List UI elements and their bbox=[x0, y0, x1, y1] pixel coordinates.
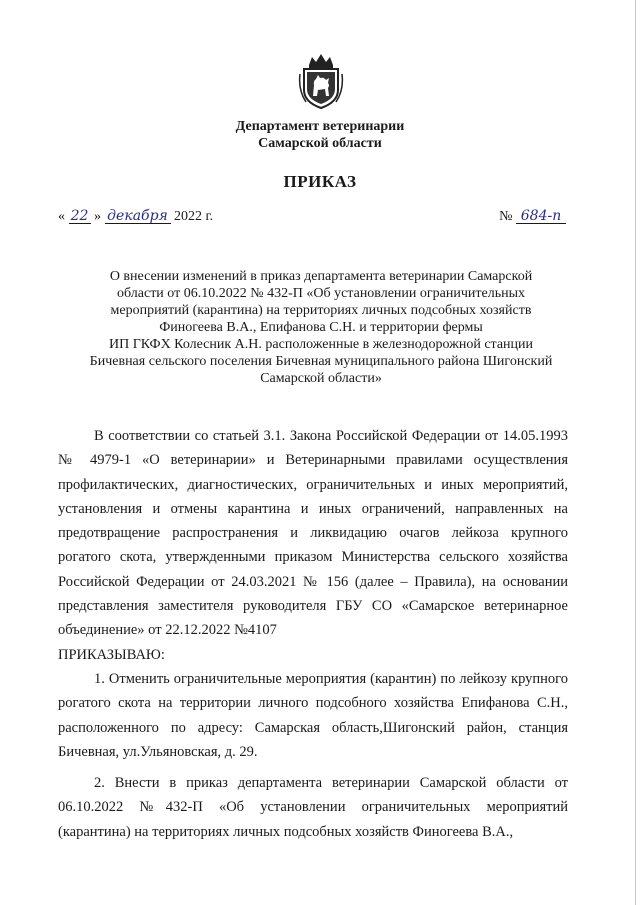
date-open-quote: « bbox=[58, 209, 65, 224]
subject-line: ИП ГКФХ Колесник А.Н. расположенные в железнодорожной станции bbox=[108, 337, 534, 352]
body-item-2: 2. Внести в приказ департамента ветеринарии Самарской области от 06.10.2022 №432-П «Об установлении ограничительных мероприятий (карантина) на территориях личных подсобных хозяйств Финогеева В.А., bbox=[58, 775, 568, 840]
order-body bbox=[58, 424, 568, 844]
date-year: 2022 г. bbox=[174, 209, 214, 224]
subject-line: Бичевная сельского поселения Бичевная муниципального района Шигонский bbox=[89, 354, 553, 369]
department-line-1: Департамент ветеринарии bbox=[235, 119, 405, 134]
body-item-1: 1. Отменить ограничительные мероприятия (карантин) по лейкозу крупного рогатого скота на территории личного подсобного хозяйства Епифанова С.Н., расположенного по адресу: Самарская область,Шигонский район, станция Бичевная, ул.Ульяновская, д. 29. bbox=[58, 670, 568, 760]
order-title: ПРИКАЗ bbox=[283, 172, 357, 191]
subject-line: области от 06.10.2022 № 432-П «Об установлении ограничительных bbox=[117, 286, 525, 301]
order-date bbox=[58, 209, 213, 225]
subject-line: мероприятий (карантина) на территориях личных подсобных хозяйств bbox=[110, 303, 532, 318]
order-number bbox=[499, 209, 566, 225]
subject-line: О внесении изменений в приказ департамента ветеринарии Самарской bbox=[109, 269, 533, 284]
body-order-word: ПРИКАЗЫВАЮ: bbox=[58, 646, 165, 663]
date-month: декабря bbox=[105, 209, 171, 224]
subject-line: Финогеева В.А., Епифанова С.Н. и территории фермы bbox=[159, 320, 483, 335]
number-value: 684-п bbox=[516, 209, 566, 224]
samara-coat-of-arms-icon bbox=[298, 52, 344, 110]
date-close-quote: » bbox=[94, 209, 101, 224]
date-day: 22 bbox=[69, 209, 91, 224]
department-line-2: Самарской области bbox=[258, 136, 382, 151]
department-name bbox=[0, 118, 640, 152]
body-intro-paragraph: В соответствии со статьей 3.1. Закона Российской Федерации от 14.05.1993 № 4979-1 «О ветеринарии» и Ветеринарными правилами осуществления профилактических, диагностических, ограничительных и иных мероприятий, установления и отмены карантина и иных ограничений, направленных на предотвращение распространения и ликвидацию очагов лейкоза крупного рогатого скота, утвержденными приказом Министерства сельского хозяйства Российской Федерации от 24.03.2021 № 156 (далее – Правила), на основании представления заместителя руководителя ГБУ СО «Самарское ветеринарное объединение» от 22.12.2022 №4107 bbox=[58, 428, 568, 639]
subject-line: Самарской области» bbox=[260, 371, 382, 386]
number-prefix: № bbox=[499, 209, 513, 224]
order-subject bbox=[58, 268, 584, 387]
